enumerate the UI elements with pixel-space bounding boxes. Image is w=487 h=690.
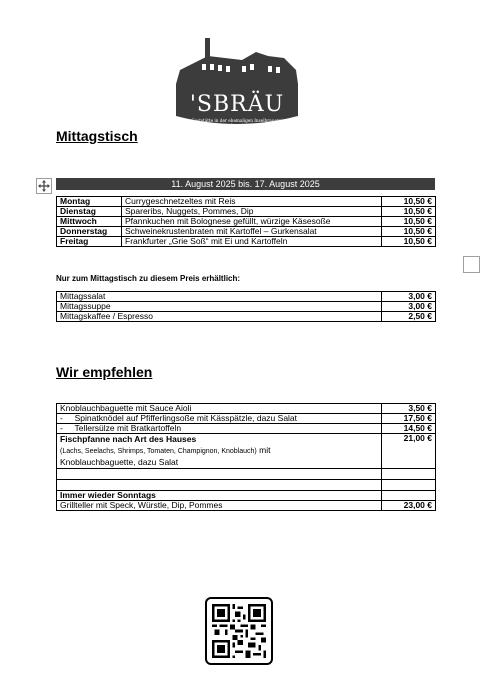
recommend-item: - Spinatknödel auf Pfifferlingsoße mit Kässpätzle, dazu Salat [57, 414, 382, 424]
extra-item: Mittagssuppe [57, 302, 382, 312]
day-name: Dienstag [57, 207, 122, 217]
dish-price: 10,50 € [382, 217, 436, 227]
special-dish-cell [57, 434, 382, 469]
dish-price: 10,50 € [382, 197, 436, 207]
sunday-title: Immer wieder Sonntags [57, 491, 382, 501]
day-name: Montag [57, 197, 122, 207]
empty-cell [382, 491, 436, 501]
dish-price: 10,50 € [382, 227, 436, 237]
extra-price: 3,00 € [382, 292, 436, 302]
lunch-heading: Mittagstisch [56, 128, 138, 144]
weekday-menu-table [56, 196, 436, 247]
empty-cell [382, 480, 436, 491]
logo-wordmark [190, 90, 284, 123]
table-row [57, 491, 436, 501]
table-row [57, 480, 436, 491]
logo-name: 'SBRÄU [189, 92, 285, 117]
table-row [57, 434, 436, 469]
recommend-price: 14,50 € [382, 424, 436, 434]
move-handle-icon[interactable] [36, 178, 52, 194]
empty-cell [57, 469, 382, 480]
special-line2: Knoblauchbaguette, dazu Salat [60, 457, 179, 467]
day-name: Mittwoch [57, 217, 122, 227]
recommend-price: 17,50 € [382, 414, 436, 424]
extra-price: 2,50 € [382, 312, 436, 322]
dish-name: Schweinekrustenbraten mit Kartoffel – Gurkensalat [122, 227, 382, 237]
table-row [57, 312, 436, 322]
qr-code-frame [205, 597, 273, 665]
qr-code-icon [212, 604, 266, 658]
empty-cell [382, 469, 436, 480]
special-detail-suffix: mit [256, 445, 271, 455]
lunch-extras-table [56, 291, 436, 322]
logo-tagline: Gaststätte in der ehemaligen Inselbrauerei [191, 118, 283, 123]
extra-price: 3,00 € [382, 302, 436, 312]
brewery-logo [172, 36, 302, 144]
dish-name: Currygeschnetzeltes mit Reis [122, 197, 382, 207]
table-row [57, 292, 436, 302]
sunday-price: 23,00 € [382, 501, 436, 511]
table-row [57, 424, 436, 434]
special-price: 21,00 € [382, 434, 436, 469]
cutlery-icon [231, 124, 243, 136]
extra-item: Mittagskaffee / Espresso [57, 312, 382, 322]
table-row [57, 469, 436, 480]
dish-name: Frankfurter „Grie Soß“ mit Ei und Kartoffeln [122, 237, 382, 247]
table-row [57, 414, 436, 424]
empty-cell [57, 480, 382, 491]
dish-price: 10,50 € [382, 207, 436, 217]
table-row [57, 501, 436, 511]
special-title: Fischpfanne nach Art des Hauses [60, 434, 197, 444]
table-row [57, 217, 436, 227]
recommend-item: - Tellersülze mit Bratkartoffeln [57, 424, 382, 434]
dish-price: 10,50 € [382, 237, 436, 247]
table-row [57, 197, 436, 207]
day-name: Donnerstag [57, 227, 122, 237]
empty-checkbox[interactable] [463, 256, 480, 273]
extras-note: Nur zum Mittagstisch zu diesem Preis erhältlich: [56, 274, 241, 283]
extra-item: Mittagssalat [57, 292, 382, 302]
recommend-heading: Wir empfehlen [56, 364, 153, 380]
table-row [57, 207, 436, 217]
dish-name: Spareribs, Nuggets, Pommes, Dip [122, 207, 382, 217]
day-name: Freitag [57, 237, 122, 247]
date-range-bar: 11. August 2025 bis. 17. August 2025 [56, 178, 435, 190]
recommend-table [56, 403, 436, 511]
recommend-item: Knoblauchbaguette mit Sauce Aioli [57, 404, 382, 414]
table-row [57, 302, 436, 312]
sunday-item: Grillteller mit Speck, Würstle, Dip, Pommes [57, 501, 382, 511]
table-row [57, 404, 436, 414]
table-row [57, 237, 436, 247]
dish-name: Pfannkuchen mit Bolognese gefüllt, würzige Käsesoße [122, 217, 382, 227]
recommend-price: 3,50 € [382, 404, 436, 414]
table-row [57, 227, 436, 237]
special-detail: (Lachs, Seelachs, Shrimps, Tomaten, Champignon, Knoblauch) [60, 448, 257, 455]
